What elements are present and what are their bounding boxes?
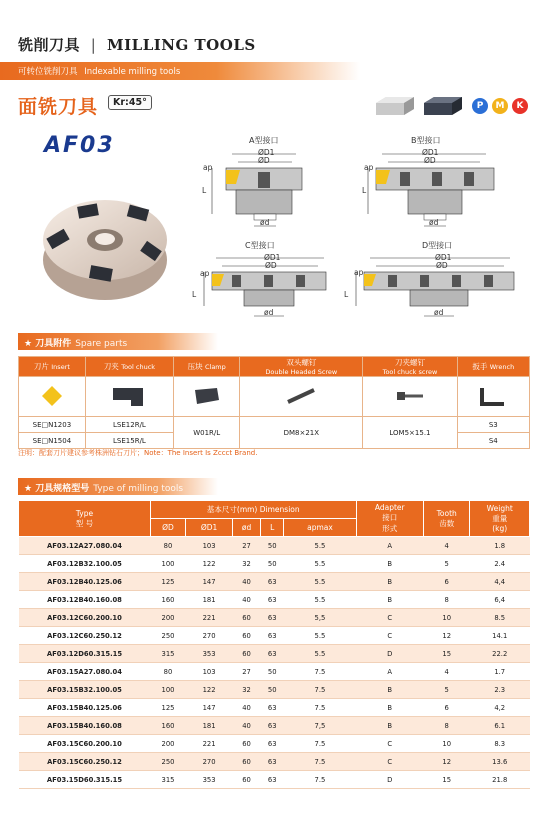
spec-value-cell: 5.5 [284, 573, 356, 591]
spec-value-cell: 8 [423, 591, 469, 609]
spec-value-cell: 13.6 [470, 753, 530, 771]
milling-cutter-photo [30, 185, 180, 305]
header-en: MILLING TOOLS [107, 36, 256, 54]
c-ap-label: ap [200, 269, 210, 278]
spec-value-cell: 50 [261, 663, 284, 681]
diagram-d-label: D型接口 [422, 241, 453, 250]
spec-value-cell: 63 [261, 717, 284, 735]
spec-value-cell: 6 [423, 699, 469, 717]
spec-value-cell: 63 [261, 591, 284, 609]
col-d1: ØD1 [186, 519, 233, 537]
col-clamp: 压块 Clamp [174, 357, 240, 377]
spec-value-cell: D [356, 645, 423, 663]
header-cn: 铣削刀具 [18, 36, 81, 54]
spec-row [19, 627, 530, 645]
page-header [18, 34, 256, 55]
diagram-c-label: C型接口 [245, 241, 275, 250]
col-apmax: apmax [284, 519, 356, 537]
spec-type-cell: AF03.15A27.080.04 [19, 663, 151, 681]
specs-title-en: Type of milling tools [93, 484, 184, 494]
col-double-screw: 双头螺钉 Double Headed Screw [240, 357, 363, 377]
spec-type-cell: AF03.12B32.100.05 [19, 555, 151, 573]
category-cn: 可转位铣削刀具 [18, 67, 78, 77]
spec-value-cell: 63 [261, 699, 284, 717]
d-ap-label: ap [354, 268, 364, 277]
chuck-screw-image [363, 377, 457, 417]
spec-value-cell: 200 [151, 735, 186, 753]
kr-badge: Kr:45° [108, 95, 152, 110]
spec-value-cell: 40 [233, 591, 261, 609]
spec-value-cell: 181 [186, 717, 233, 735]
col-d-small: ød [233, 519, 261, 537]
chuck-cell: LSE15R/L [85, 433, 173, 449]
grade-p-badge: P [472, 98, 488, 114]
spec-value-cell: 221 [186, 735, 233, 753]
spec-value-cell: 60 [233, 609, 261, 627]
spare-parts-table [18, 356, 530, 449]
c-l-label: L [192, 290, 197, 299]
spec-value-cell: 6.1 [470, 717, 530, 735]
spec-value-cell: 63 [261, 753, 284, 771]
spec-value-cell: 315 [151, 771, 186, 789]
spec-type-cell: AF03.15D60.315.15 [19, 771, 151, 789]
spec-value-cell: 4,4 [470, 573, 530, 591]
spec-value-cell: 4,2 [470, 699, 530, 717]
spec-value-cell: 1.7 [470, 663, 530, 681]
spec-value-cell: 60 [233, 735, 261, 753]
spec-value-cell: 4 [423, 663, 469, 681]
specs-title-cn: 刀具规格型号 [35, 484, 90, 494]
spec-row [19, 717, 530, 735]
spec-value-cell: 60 [233, 627, 261, 645]
col-insert: 刀片 Insert [19, 357, 86, 377]
spec-value-cell: 8.5 [470, 609, 530, 627]
spec-value-cell: B [356, 699, 423, 717]
d-d-label: ØD [436, 261, 448, 270]
spec-value-cell: 40 [233, 717, 261, 735]
spec-row [19, 555, 530, 573]
spec-type-cell: AF03.12A27.080.04 [19, 537, 151, 555]
spec-row [19, 681, 530, 699]
col-dimension: 基本尺寸(mm) Dimension [151, 501, 357, 519]
wrench-image [457, 377, 529, 417]
spec-value-cell: C [356, 735, 423, 753]
spec-value-cell: 250 [151, 627, 186, 645]
col-weight: Weight 重量 (kg) [470, 501, 530, 537]
spec-value-cell: 63 [261, 735, 284, 753]
spec-value-cell: 27 [233, 537, 261, 555]
spec-value-cell: 60 [233, 645, 261, 663]
insert-image [19, 377, 86, 417]
c-d-label: ØD [265, 261, 277, 270]
b-l-label: L [362, 186, 367, 195]
spec-value-cell: 5 [423, 555, 469, 573]
spec-type-cell: AF03.15B32.100.05 [19, 681, 151, 699]
spec-value-cell: 22.2 [470, 645, 530, 663]
spec-value-cell: 353 [186, 771, 233, 789]
wrench-cell: S3 [457, 417, 529, 433]
spec-value-cell: 270 [186, 753, 233, 771]
spec-value-cell: 353 [186, 645, 233, 663]
spec-value-cell: B [356, 591, 423, 609]
category-en: Indexable milling tools [84, 67, 181, 77]
a-l-label: L [202, 186, 207, 195]
spare-title-cn: 刀具附件 [35, 339, 72, 349]
clamp-cell: W01R/L [174, 417, 240, 449]
spec-value-cell: 12 [423, 753, 469, 771]
spec-value-cell: 40 [233, 699, 261, 717]
a-d-small-label: ød [260, 218, 270, 227]
spec-value-cell: B [356, 681, 423, 699]
spec-value-cell: 147 [186, 573, 233, 591]
spec-value-cell: A [356, 537, 423, 555]
grade-m-badge: M [492, 98, 508, 114]
b-d-small-label: ød [429, 218, 439, 227]
col-type: Type 型 号 [19, 501, 151, 537]
spec-value-cell: 32 [233, 555, 261, 573]
spec-value-cell: 63 [261, 627, 284, 645]
spec-value-cell: A [356, 663, 423, 681]
spec-value-cell: 5,5 [284, 609, 356, 627]
spec-type-cell: AF03.12B40.160.08 [19, 591, 151, 609]
spec-value-cell: 12 [423, 627, 469, 645]
spec-value-cell: 7.5 [284, 663, 356, 681]
spec-value-cell: 8 [423, 717, 469, 735]
spec-value-cell: 10 [423, 735, 469, 753]
spec-row [19, 591, 530, 609]
spec-value-cell: 4 [423, 537, 469, 555]
tool-chuck-image [85, 377, 173, 417]
model-code: AF03 [44, 133, 115, 158]
spec-value-cell: 7.5 [284, 735, 356, 753]
a-d-label: ØD [258, 156, 270, 165]
spec-type-cell: AF03.15C60.250.12 [19, 753, 151, 771]
spec-row [19, 645, 530, 663]
diagram-b-label: B型接口 [411, 136, 441, 145]
clamp-image [174, 377, 240, 417]
spec-value-cell: 5.5 [284, 555, 356, 573]
col-wrench: 扳手 Wrench [457, 357, 529, 377]
spec-type-cell: AF03.15C60.200.10 [19, 735, 151, 753]
spec-value-cell: 270 [186, 627, 233, 645]
spec-value-cell: 7,5 [284, 717, 356, 735]
spec-value-cell: D [356, 771, 423, 789]
spec-value-cell: 50 [261, 537, 284, 555]
spec-value-cell: 5.5 [284, 537, 356, 555]
d-d1-label: ØD1 [435, 253, 452, 262]
spec-type-cell: AF03.12D60.315.15 [19, 645, 151, 663]
c-d-small-label: ød [264, 308, 274, 317]
col-adapter: Adapter 接口 形式 [356, 501, 423, 537]
spec-value-cell: 80 [151, 663, 186, 681]
double-screw-cell: DM8×21X [240, 417, 363, 449]
specs-table [18, 500, 530, 789]
b-ap-label: ap [364, 163, 374, 172]
category-bar [0, 62, 360, 80]
specs-bar: ★ 刀具规格型号 Type of milling tools [18, 478, 218, 495]
chuck-screw-cell: LOM5×15.1 [363, 417, 457, 449]
spec-value-cell: 200 [151, 609, 186, 627]
spec-value-cell: 63 [261, 645, 284, 663]
spec-value-cell: 14.1 [470, 627, 530, 645]
spec-value-cell: 8.3 [470, 735, 530, 753]
spec-value-cell: 103 [186, 663, 233, 681]
spec-value-cell: 7.5 [284, 753, 356, 771]
col-l: L [261, 519, 284, 537]
spec-value-cell: 2.4 [470, 555, 530, 573]
header-separator: | [90, 36, 97, 54]
spec-row [19, 537, 530, 555]
spec-value-cell: 100 [151, 681, 186, 699]
d-d-small-label: ød [434, 308, 444, 317]
a-ap-label: ap [203, 163, 213, 172]
spec-row [19, 753, 530, 771]
spec-type-cell: AF03.15B40.125.06 [19, 699, 151, 717]
spec-value-cell: 221 [186, 609, 233, 627]
spec-value-cell: 7.5 [284, 699, 356, 717]
spec-type-cell: AF03.12B40.125.06 [19, 573, 151, 591]
spec-value-cell: 160 [151, 717, 186, 735]
spec-value-cell: 2.3 [470, 681, 530, 699]
spec-value-cell: 5.5 [284, 627, 356, 645]
spec-row [19, 735, 530, 753]
spec-value-cell: 63 [261, 771, 284, 789]
spec-value-cell: 122 [186, 555, 233, 573]
diagram-a-label: A型接口 [249, 136, 279, 145]
product-title: 面铣刀具 [18, 96, 99, 118]
spec-type-cell: AF03.15B40.160.08 [19, 717, 151, 735]
spec-value-cell: 80 [151, 537, 186, 555]
insert-note: 注明：配套刀片建议参考株洲钻石刀片；Note：The Insert Is Zccct Brand. [18, 449, 258, 457]
spec-value-cell: 315 [151, 645, 186, 663]
spec-value-cell: 122 [186, 681, 233, 699]
spec-value-cell: 27 [233, 663, 261, 681]
col-tooth: Tooth 齿数 [423, 501, 469, 537]
double-screw-image [240, 377, 363, 417]
insert-cell: SE□N1504 [19, 433, 86, 449]
coating-swatch-dark [424, 97, 462, 115]
spec-value-cell: 125 [151, 699, 186, 717]
spec-value-cell: 7.5 [284, 771, 356, 789]
spec-value-cell: 5.5 [284, 645, 356, 663]
spec-value-cell: 160 [151, 591, 186, 609]
spec-row [19, 771, 530, 789]
c-d1-label: ØD1 [264, 253, 281, 262]
spec-row [19, 573, 530, 591]
grade-k-badge: K [512, 98, 528, 114]
chuck-cell: LSE12R/L [85, 417, 173, 433]
spec-value-cell: 15 [423, 771, 469, 789]
spec-value-cell: B [356, 573, 423, 591]
coating-swatch-silver [376, 97, 414, 115]
spec-row [19, 699, 530, 717]
wrench-cell: S4 [457, 433, 529, 449]
spec-value-cell: C [356, 753, 423, 771]
spec-value-cell: 5.5 [284, 591, 356, 609]
col-d: ØD [151, 519, 186, 537]
col-chuck-screw: 刀夹螺钉 Tool chuck screw [363, 357, 457, 377]
spare-parts-bar: ★ 刀具附件 Spare parts [18, 333, 218, 350]
spec-value-cell: 50 [261, 555, 284, 573]
spec-value-cell: 60 [233, 753, 261, 771]
spec-value-cell: 15 [423, 645, 469, 663]
b-d-label: ØD [424, 156, 436, 165]
spec-value-cell: 181 [186, 591, 233, 609]
insert-cell: SE□N1203 [19, 417, 86, 433]
spec-value-cell: 103 [186, 537, 233, 555]
spec-value-cell: 6,4 [470, 591, 530, 609]
spec-value-cell: 5 [423, 681, 469, 699]
spec-value-cell: B [356, 555, 423, 573]
spec-value-cell: 100 [151, 555, 186, 573]
spec-row [19, 663, 530, 681]
spec-value-cell: C [356, 609, 423, 627]
col-tool-chuck: 刀夹 Tool chuck [85, 357, 173, 377]
spec-value-cell: 40 [233, 573, 261, 591]
spec-value-cell: 10 [423, 609, 469, 627]
spec-value-cell: 250 [151, 753, 186, 771]
spec-value-cell: C [356, 627, 423, 645]
spec-value-cell: 125 [151, 573, 186, 591]
spec-value-cell: 6 [423, 573, 469, 591]
spec-type-cell: AF03.12C60.250.12 [19, 627, 151, 645]
spec-row [19, 609, 530, 627]
spec-value-cell: B [356, 717, 423, 735]
spec-value-cell: 63 [261, 609, 284, 627]
d-l-label: L [344, 290, 349, 299]
spec-value-cell: 50 [261, 681, 284, 699]
spec-value-cell: 63 [261, 573, 284, 591]
spec-value-cell: 32 [233, 681, 261, 699]
spec-value-cell: 147 [186, 699, 233, 717]
spec-type-cell: AF03.12C60.200.10 [19, 609, 151, 627]
a-d1-label: ØD1 [258, 148, 275, 157]
spec-value-cell: 1.8 [470, 537, 530, 555]
spec-value-cell: 21.8 [470, 771, 530, 789]
spare-title-en: Spare parts [75, 339, 128, 349]
b-d1-label: ØD1 [422, 148, 439, 157]
spec-value-cell: 60 [233, 771, 261, 789]
spec-value-cell: 7.5 [284, 681, 356, 699]
